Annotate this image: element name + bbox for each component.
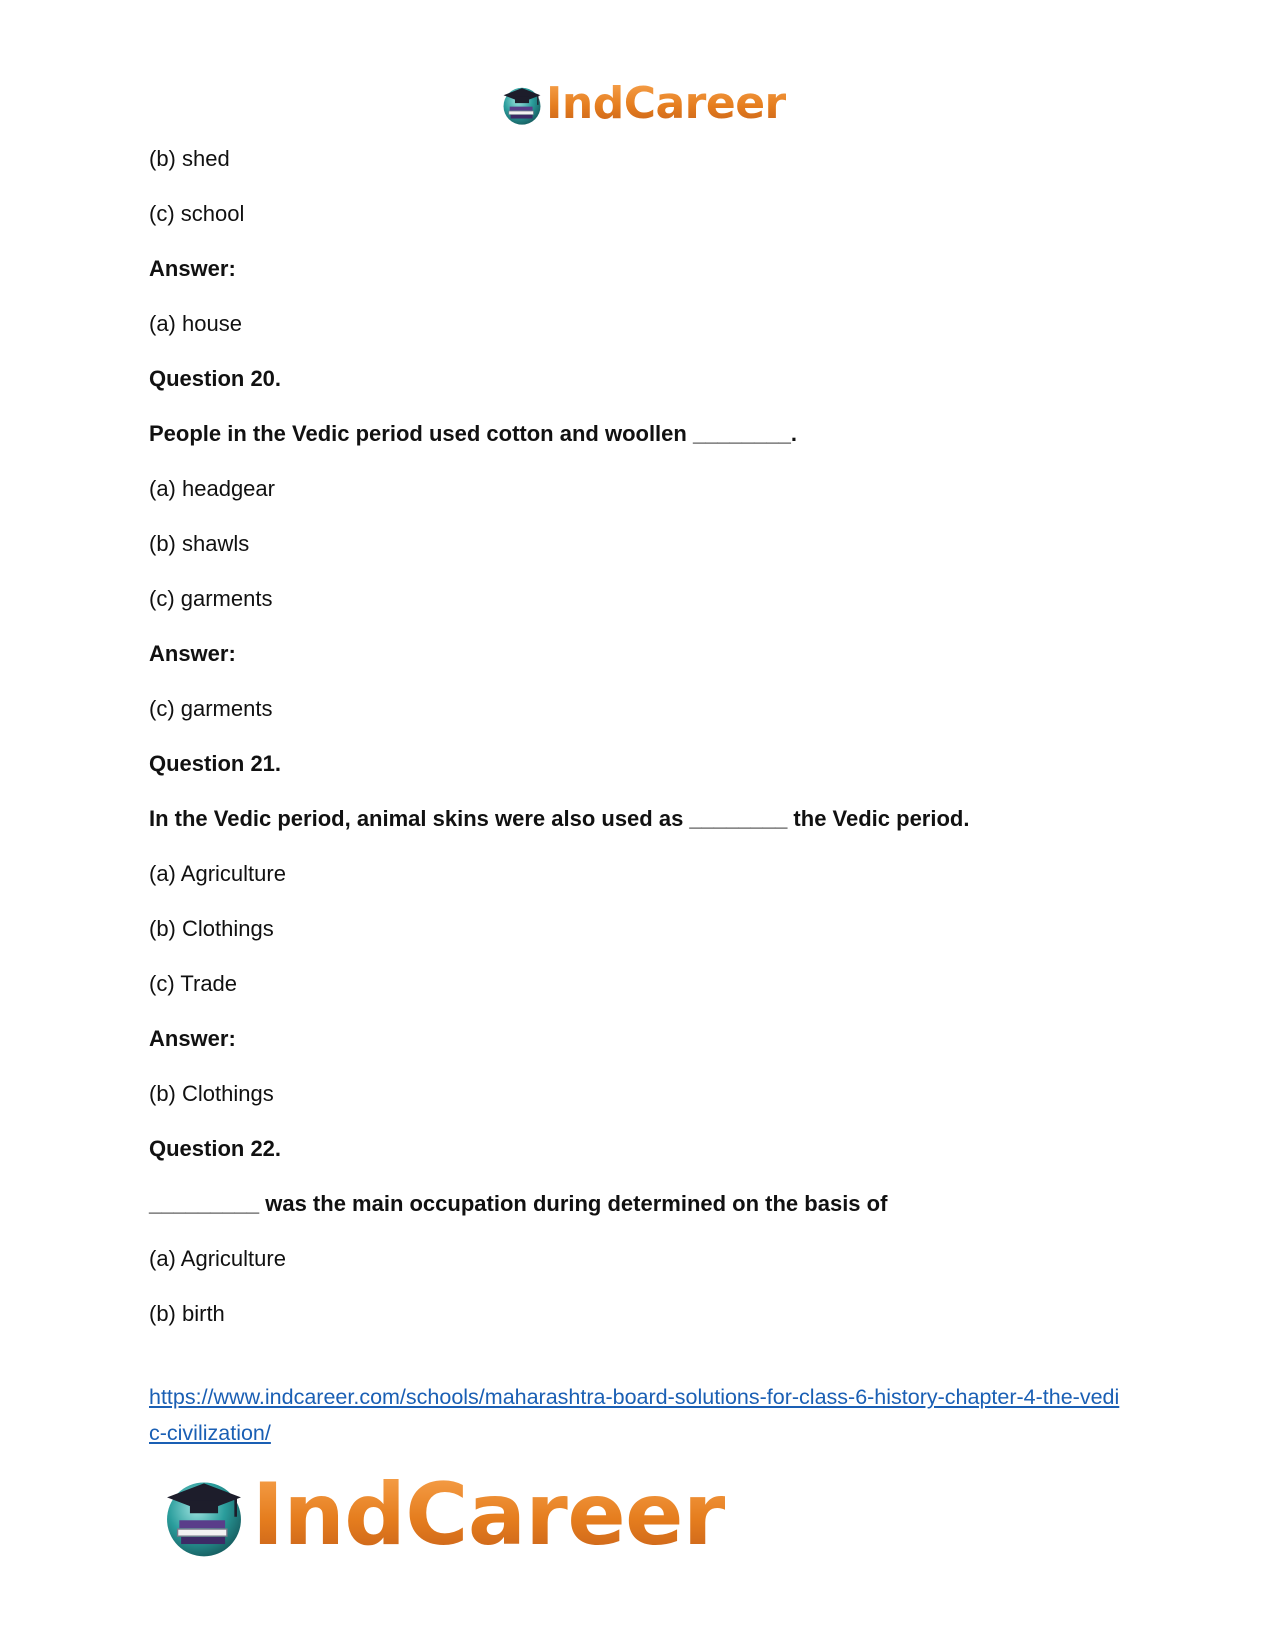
globe-cap-icon <box>160 1471 248 1559</box>
logo-wordmark: IndCareer <box>546 78 786 129</box>
option-text: (a) Agriculture <box>149 1246 286 1271</box>
question-text: People in the Vedic period used cotton and woollen ________. <box>149 421 797 446</box>
answer-label: Answer: <box>149 641 236 666</box>
option-text: (c) school <box>149 201 245 226</box>
globe-cap-icon <box>500 82 544 126</box>
question-number: Question 21. <box>149 751 282 776</box>
question-number: Question 22. <box>149 1136 282 1161</box>
source-url-link[interactable]: https://www.indcareer.com/schools/maharashtra-board-solutions-for-class-6-history-chapter-4-the-vedic-civilization/ <box>149 1385 1120 1445</box>
question-number: Question 20. <box>149 366 282 391</box>
logo-wordmark: IndCareer <box>252 1465 725 1565</box>
question-text: _________ was the main occupation during determined on the basis of <box>149 1191 888 1216</box>
option-text: (b) birth <box>149 1301 225 1326</box>
option-text: (c) garments <box>149 696 273 721</box>
answer-label: Answer: <box>149 256 236 281</box>
document-body <box>149 146 1129 1356</box>
option-text: (c) garments <box>149 586 273 611</box>
option-text: (b) Clothings <box>149 916 274 941</box>
header-logo <box>500 78 786 130</box>
option-text: (c) Trade <box>149 971 238 996</box>
question-text: In the Vedic period, animal skins were also used as ________ the Vedic period. <box>149 806 970 831</box>
option-text: (a) headgear <box>149 476 275 501</box>
answer-label: Answer: <box>149 1026 236 1051</box>
option-text: (b) Clothings <box>149 1081 274 1106</box>
footer-logo <box>160 1465 725 1565</box>
option-text: (a) Agriculture <box>149 861 286 886</box>
option-text: (b) shed <box>149 146 230 171</box>
option-text: (b) shawls <box>149 531 250 556</box>
option-text: (a) house <box>149 311 242 336</box>
